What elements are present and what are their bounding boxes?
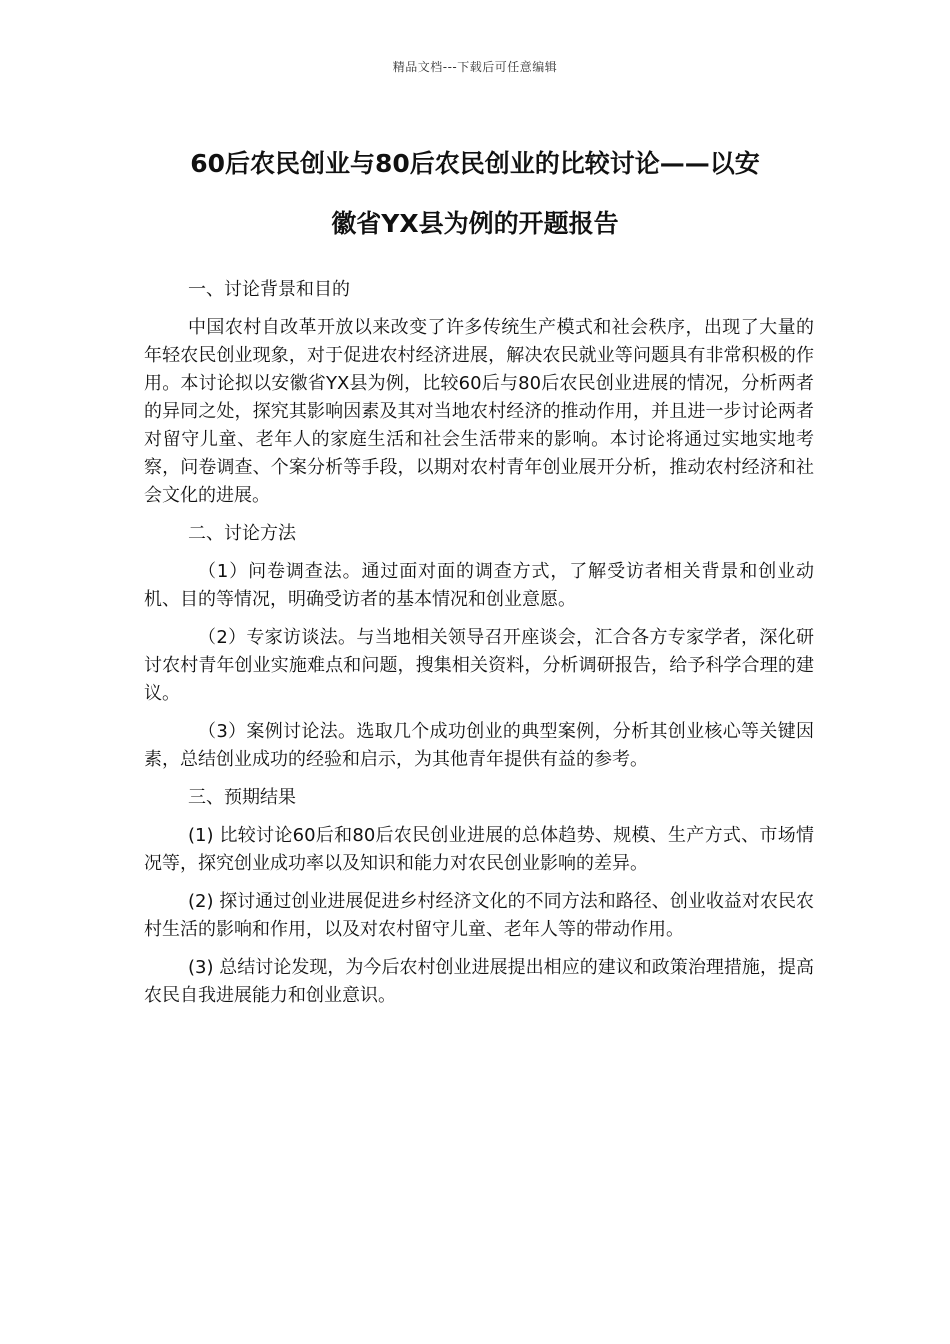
section-heading-expected-results: 三、预期结果: [188, 787, 296, 808]
paragraph-result-1: (1) 比较讨论60后和80后农民创业进展的总体趋势、规模、生产方式、市场情况等，探究创业成功率以及知识和能力对农民创业影响的差异。: [144, 825, 814, 874]
paragraph-method-case-study: （3）案例讨论法。选取几个成功创业的典型案例，分析其创业核心等关键因素，总结创业成功的经验和启示，为其他青年提供有益的参考。: [144, 721, 814, 770]
paragraph-method-expert-interview: （2）专家访谈法。与当地相关领导召开座谈会，汇合各方专家学者，深化研讨农村青年创业实施难点和问题，搜集相关资料，分析调研报告，给予科学合理的建议。: [144, 627, 814, 704]
document-title: [140, 134, 810, 254]
paragraph-method-questionnaire: （1）问卷调查法。通过面对面的调查方式，了解受访者相关背景和创业动机、目的等情况，明确受访者的基本情况和创业意愿。: [144, 561, 814, 610]
section-heading-methods: 二、讨论方法: [188, 523, 296, 544]
section-heading-background: 一、讨论背景和目的: [188, 279, 350, 300]
document-body: [144, 276, 814, 1020]
title-line-2: 徽省YX县为例的开题报告: [331, 209, 619, 238]
title-line-1: 60后农民创业与80后农民创业的比较讨论——以安: [190, 149, 760, 178]
paragraph-background: 中国农村自改革开放以来改变了许多传统生产模式和社会秩序，出现了大量的年轻农民创业现象，对于促进农村经济进展，解决农民就业等问题具有非常积极的作用。本讨论拟以安徽省YX县为例，比较60后与80后农民创业进展的情况，分析两者的异同之处，探究其影响因素及其对当地农村经济的推动作用，并且进一步讨论两者对留守儿童、老年人的家庭生活和社会生活带来的影响。本讨论将通过实地实地考察，问卷调查、个案分析等手段，以期对农村青年创业展开分析，推动农村经济和社会文化的进展。: [144, 317, 814, 506]
page-header-note: 精品文档---下载后可任意编辑: [392, 60, 558, 74]
paragraph-result-2: (2) 探讨通过创业进展促进乡村经济文化的不同方法和路径、创业收益对农民农村生活的影响和作用，以及对农村留守儿童、老年人等的带动作用。: [144, 891, 814, 940]
paragraph-result-3: (3) 总结讨论发现，为今后农村创业进展提出相应的建议和政策治理措施，提高农民自我进展能力和创业意识。: [144, 957, 814, 1006]
